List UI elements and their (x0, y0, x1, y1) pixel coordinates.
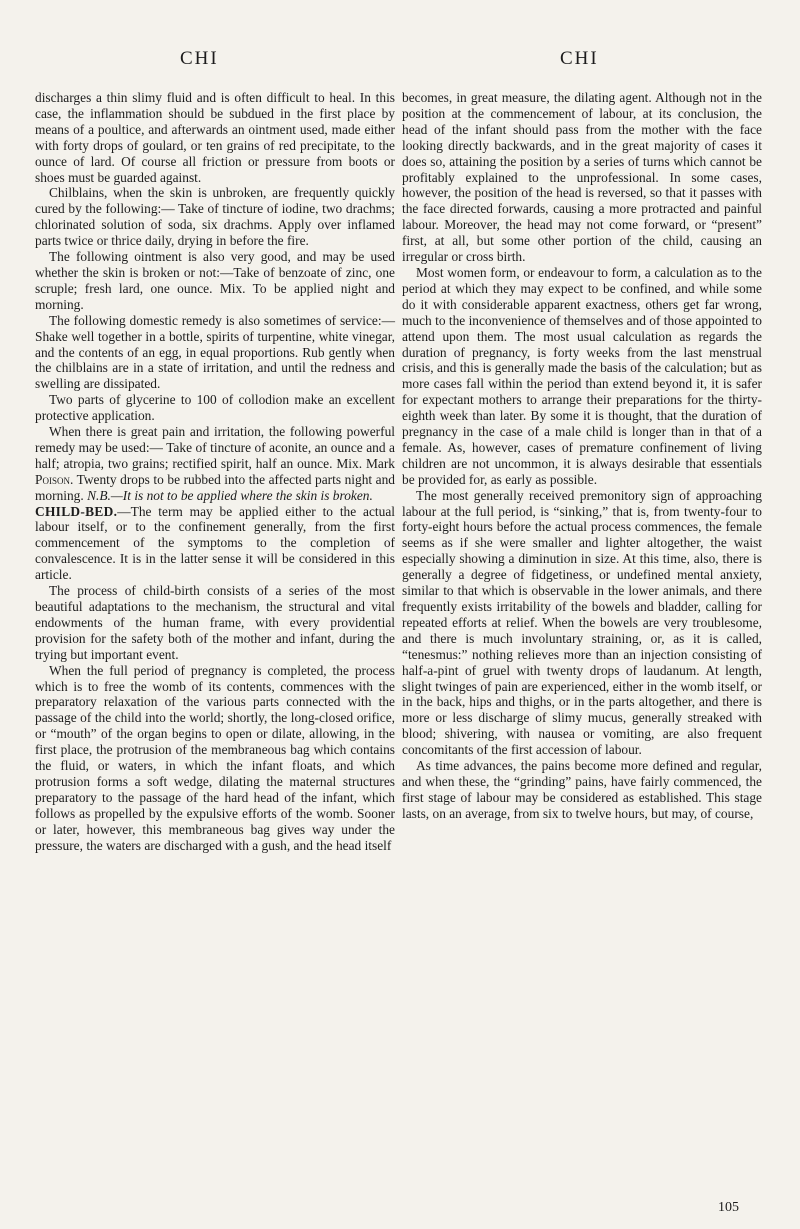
paragraph: Two parts of glycerine to 100 of collodion make an excellent protective application. (35, 392, 395, 424)
paragraph: Chilblains, when the skin is unbroken, are frequently quickly cured by the following:— Take of tincture of iodine, two drachms; chlorinated solution of soda, six drachms. Apply over inflamed parts twice or thrice daily, drying in before the fire. (35, 185, 395, 249)
paragraph: discharges a thin slimy fluid and is often difficult to heal. In this case, the inflammation should be subdued in the first place by means of a poultice, and afterwards an ointment used, made either with forty drops of goulard, or ten grains of red precipitate, to the ounce of lard. Of course all friction or pressure from boots or shoes must be guarded against. (35, 90, 395, 185)
right-column (402, 90, 762, 822)
page-number: 105 (718, 1200, 739, 1215)
left-column (35, 90, 395, 854)
paragraph: Most women form, or endeavour to form, a calculation as to the period at which they may expect to be confined, and while some do it with considerable apparent exactness, others get far wrong, much to the inconvenience of themselves and of those appointed to attend upon them. The most usual calculation as regards the duration of pregnancy, is forty weeks from the last menstrual crisis, and this is generally made the basis of the calculation; but as more cases fall within the period than extend beyond it, it is safer for expectant mothers to arrange their preparations for the thirty-eighth week than later. By some it is thought, that the duration of pregnancy in the case of a male child is longer than in that of a female. As, however, cases of premature confinement of living children are not uncommon, it is always desirable that essentials be provided for, as early as possible. (402, 264, 762, 487)
paragraph: The following ointment is also very good, and may be used whether the skin is broken or not:—Take of benzoate of zinc, one scruple; fresh lard, one ounce. Mix. To be applied night and morning. (35, 249, 395, 312)
note: N.B.—It is not to be applied where the skin is broken. (87, 487, 373, 503)
paragraph (35, 424, 395, 504)
paragraph: The following domestic remedy is also sometimes of service:—Shake well together in a bottle, spirits of turpentine, white vinegar, and the contents of an egg, in equal proportions. Rub gently when the chilblains are in a state of irritation, and until the redness and swelling are dissipated. (35, 312, 395, 392)
paragraph: The process of child-birth consists of a series of the most beautiful adaptations to the mechanism, the structural and vital endowments of the human frame, with every providential provision for the safety both of the mother and infant, during the trying but important event. (35, 583, 395, 662)
running-head-right: CHI (560, 48, 599, 69)
running-head-left: CHI (180, 48, 219, 69)
paragraph-text: When there is great pain and irritation, the following powerful remedy may be used:— Take of tincture of aconite, an ounce and a half; atropia, two grains; rectified spirit, half an ounce. Mix. Mark (35, 424, 395, 471)
paragraph: becomes, in great measure, the dilating agent. Although not in the position at the commencement of labour, at its conclusion, the head of the infant should pass from the mother with the face looking directly backwards, and in the great majority of cases it does so, attaining the position by a series of turns which cannot be profitably explained to the unprofessional. In some cases, however, the position of the head is reversed, so that it passes with the face directed forwards, causing a more protracted and painful labour. Moreover, the head may not come forward, or “present” first, at all, but some other portion of the child, causing an irregular or cross birth. (402, 90, 762, 265)
entry-heading: CHILD-BED. (35, 503, 118, 519)
paragraph: The most generally received premonitory sign of approaching labour at the full period, is “sinking,” that is, from twenty-four to forty-eight hours before the actual process commences, the female seems as if she were smaller and lighter altogether, the waist especially showing a diminution in size. At this time, also, there is generally a degree of fidgetiness, or undefined mental anxiety, similar to that which is observable in the lower animals, and there frequently exists irritability of the bowels and bladder, calling for repeated efforts at relief. When the bowels are very troublesome, and there is much involuntary straining, or, as it is called, “tenesmus:” nothing relieves more than an injection consisting of half-a-pint of gruel with twenty drops of laudanum. At length, slight twinges of pain are experienced, either in the womb itself, or in the back, hips and thighs, or in the parts altogether, and there is more or less discharge of slimy mucus, generally streaked with blood; shivering, with nausea or vomiting, are also frequent concomitants of the first accession of labour. (402, 487, 762, 758)
paragraph-text: . Twenty drops to be rubbed into the affected parts night and morning. (35, 471, 395, 503)
paragraph-text: —The term may be applied either to the actual labour itself, or to the confinement generally, from the first commencement of the symptoms to the completion of convalescence. It is in the latter sense it will be considered in this article. (35, 503, 395, 583)
paragraph: As time advances, the pains become more defined and regular, and when these, the “grinding” pains, have fairly commenced, the first stage of labour may be considered as established. This stage lasts, on an average, from six to twelve hours, but may, of course, (402, 758, 762, 821)
poison-label: Poison (35, 471, 70, 487)
paragraph (35, 504, 395, 584)
paragraph: When the full period of pregnancy is completed, the process which is to free the womb of its contents, commences with the preparatory relaxation of the various parts connected with the passage of the child into the world; shortly, the long-closed orifice, or “mouth” of the organ begins to open or dilate, allowing, in the first place, the protrusion of the membraneous bag which contains the fluid, or waters, in which the infant floats, and which protrusion forms a soft wedge, dilating the maternal structures preparatory to the passage of the hard head of the infant, which follows as propelled by the expulsive efforts of the womb. Sooner or later, however, this membraneous bag gives way under the pressure, the waters are discharged with a gush, and the head itself (35, 662, 395, 853)
